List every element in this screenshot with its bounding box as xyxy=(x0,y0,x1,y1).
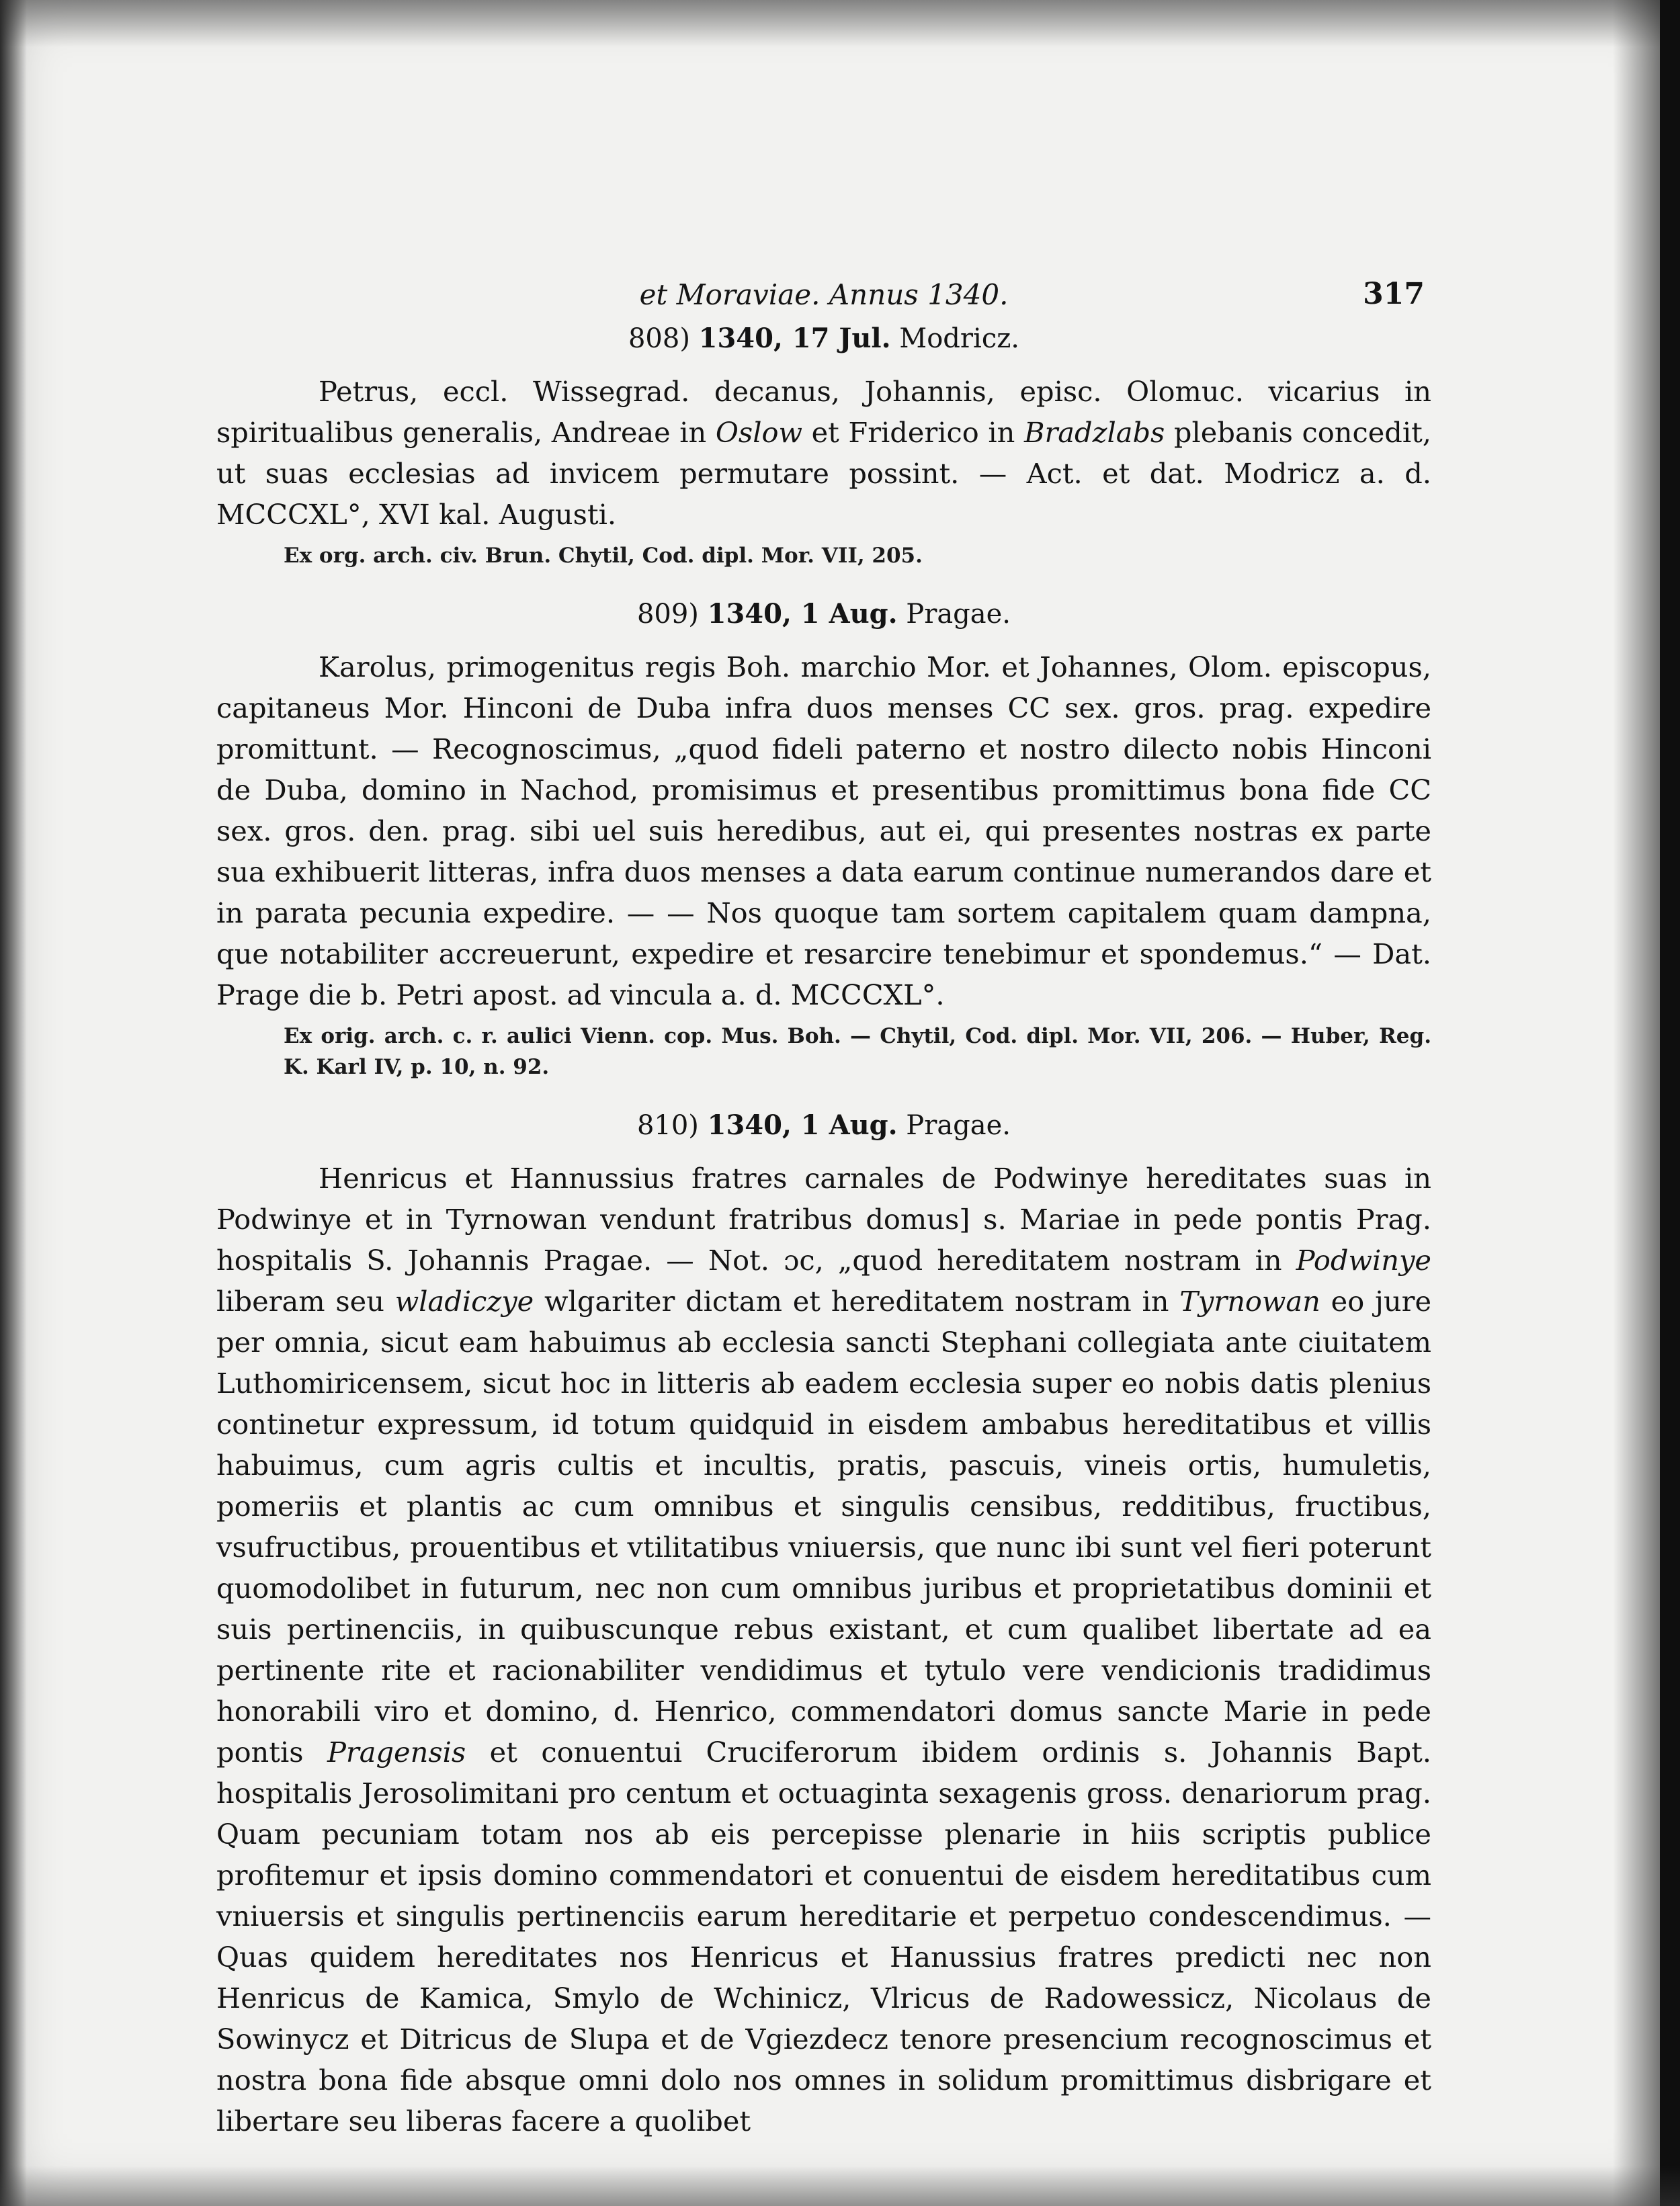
entry-heading xyxy=(216,1109,1431,1142)
source-note: Ex orig. arch. c. r. aulici Vienn. cop. Mus. Boh. — Chytil, Cod. dipl. Mor. VII, 206. — Huber, Reg. K. Karl IV, p. 10, n. 92. xyxy=(284,1024,1431,1079)
running-head xyxy=(216,269,1431,323)
entry-date: 1340, 1 Aug. xyxy=(707,598,898,630)
body-text: plebanis concedit, ut suas ecclesias ad invicem permutare possint. — Act. et dat. Modricz a. d. MCCCXL°, XVI kal. Augusti. xyxy=(216,416,1431,531)
scan-shadow-bottom xyxy=(0,2166,1680,2206)
body-italic-term: wladiczye xyxy=(394,1285,534,1318)
entry-heading xyxy=(216,598,1431,630)
entry-number: 808) xyxy=(628,323,690,354)
entry-place: Pragae. xyxy=(906,599,1011,630)
body-text: et Friderico in xyxy=(802,416,1024,449)
running-title: et Moraviae. Annus 1340. xyxy=(639,278,1009,311)
body-text: Henricus et Hannussius fratres carnales de Podwinye hereditates suas in Podwinye et in Tyrnowan vendunt fratribus domus] s. Mariae in pede pontis Prag. hospitalis S. Johannis Pragae. — Not. ɔc, „quod hereditatem nostram in xyxy=(216,1162,1431,1277)
body-italic-place: Podwinye xyxy=(1296,1244,1431,1277)
page-number: 317 xyxy=(1363,277,1425,311)
body-text: eo jure per omnia, sicut eam habuimus ab ecclesia sancti Stephani collegiata ante ciuitatem Luthomiricensem, sicut hoc in litteris ab eadem ecclesia super eo nobis datis plenius continetur expressum, id totum quidquid in eisdem ambabus hereditatibus et villis habuimus, cum agris cultis et incultis, pratis, pascuis, vineis ortis, humuletis, pomeriis et plantis ac cum omnibus et singulis censibus, redditibus, fructibus, vsufructibus, prouentibus et vtilitatibus vniuersis, que nunc ibi sunt vel fieri poterunt quomodolibet in futurum, nec non cum omnibus juribus et proprietatibus dominii et suis pertinenciis, in quibuscunque rebus existant, et cum qualibet libertate ad ea pertinente rite et racionabiliter vendidimus et tytulo vere vendicionis tradidimus honorabili viro et domino, d. Henrico, commendatori domus sancte Marie in pede pontis xyxy=(216,1285,1432,1769)
body-italic-place: Oslow xyxy=(715,416,802,449)
entry-date: 1340, 17 Jul. xyxy=(698,323,891,354)
scan-shadow-right xyxy=(1613,0,1660,2206)
entry-place: Pragae. xyxy=(906,1110,1011,1141)
entry-body xyxy=(216,1158,1431,2141)
entry-number: 809) xyxy=(636,599,699,630)
entry-place: Modricz. xyxy=(899,323,1020,354)
page-text xyxy=(216,269,1431,2141)
body-text: Petrus, eccl. Wissegrad. decanus, Johannis, episc. Olomuc. vicarius in spiritualibus generalis, Andreae in xyxy=(216,375,1431,449)
entry-808 xyxy=(216,323,1431,571)
body-text: et conuentui Cruciferorum ibidem ordinis s. Johannis Bapt. hospitalis Jerosolimitani pro centum et octuaginta sexagenis gross. denariorum prag. Quam pecuniam totam nos ab eis percepisse plenarie in hiis scriptis publice profitemur et ipsis domino commendatori et conuentui de eisdem hereditatibus cum vniuersis et singulis pertinenciis earum hereditarie et perpetuo condescendimus. — Quas quidem hereditates nos Henricus et Hanussius fratres predicti nec non Henricus de Kamica, Smylo de Wchinicz, Vlricus de Radowessicz, Nicolaus de Sowinycz et Ditricus de Slupa et de Vgiezdecz tenore presencium recognoscimus et nostra bona fide absque omni dolo nos omnes in solidum promittimus disbrigare et libertare seu liberas facere a quolibet xyxy=(216,1736,1431,2137)
scan-shadow-top xyxy=(0,0,1680,47)
scan-border-right xyxy=(1660,0,1680,2206)
body-text: wlgariter dictam et hereditatem nostram in xyxy=(534,1285,1180,1318)
entry-body: Karolus, primogenitus regis Boh. marchio Mor. et Johannes, Olom. episcopus, capitaneus Mor. Hinconi de Duba infra duos menses CC sex. gros. prag. expedire promittunt. — Recognoscimus, „quod fideli paterno et nostro dilecto nobis Hinconi de Duba, domino in Nachod, promisimus et presentibus promittimus bona fide CC sex. gros. den. prag. sibi uel suis heredibus, aut ei, qui presentes nostras ex parte sua exhibuerit litteras, infra duos menses a data earum continue numerandos dare et in parata pecunia expedire. — — Nos quoque tam sortem capitalem quam dampna, que notabiliter accreuerunt, expedire et resarcire tenebimur et spondemus.“ — Dat. Prage die b. Petri apost. ad vincula a. d. MCCCXL°. xyxy=(216,650,1431,1011)
source-note: Ex org. arch. civ. Brun. Chytil, Cod. dipl. Mor. VII, 205. xyxy=(284,544,923,568)
body-italic-place: Tyrnowan xyxy=(1179,1285,1320,1318)
scan-shadow-left xyxy=(0,0,27,2206)
entry-body xyxy=(216,371,1431,535)
body-italic-place: Bradzlabs xyxy=(1023,416,1165,449)
entry-date: 1340, 1 Aug. xyxy=(707,1109,898,1141)
body-italic-place: Pragensis xyxy=(327,1736,466,1769)
entry-heading xyxy=(216,323,1431,355)
entry-810 xyxy=(216,1109,1431,2141)
entry-number: 810) xyxy=(636,1110,699,1141)
entry-809 xyxy=(216,598,1431,1083)
body-text: liberam seu xyxy=(216,1285,395,1318)
